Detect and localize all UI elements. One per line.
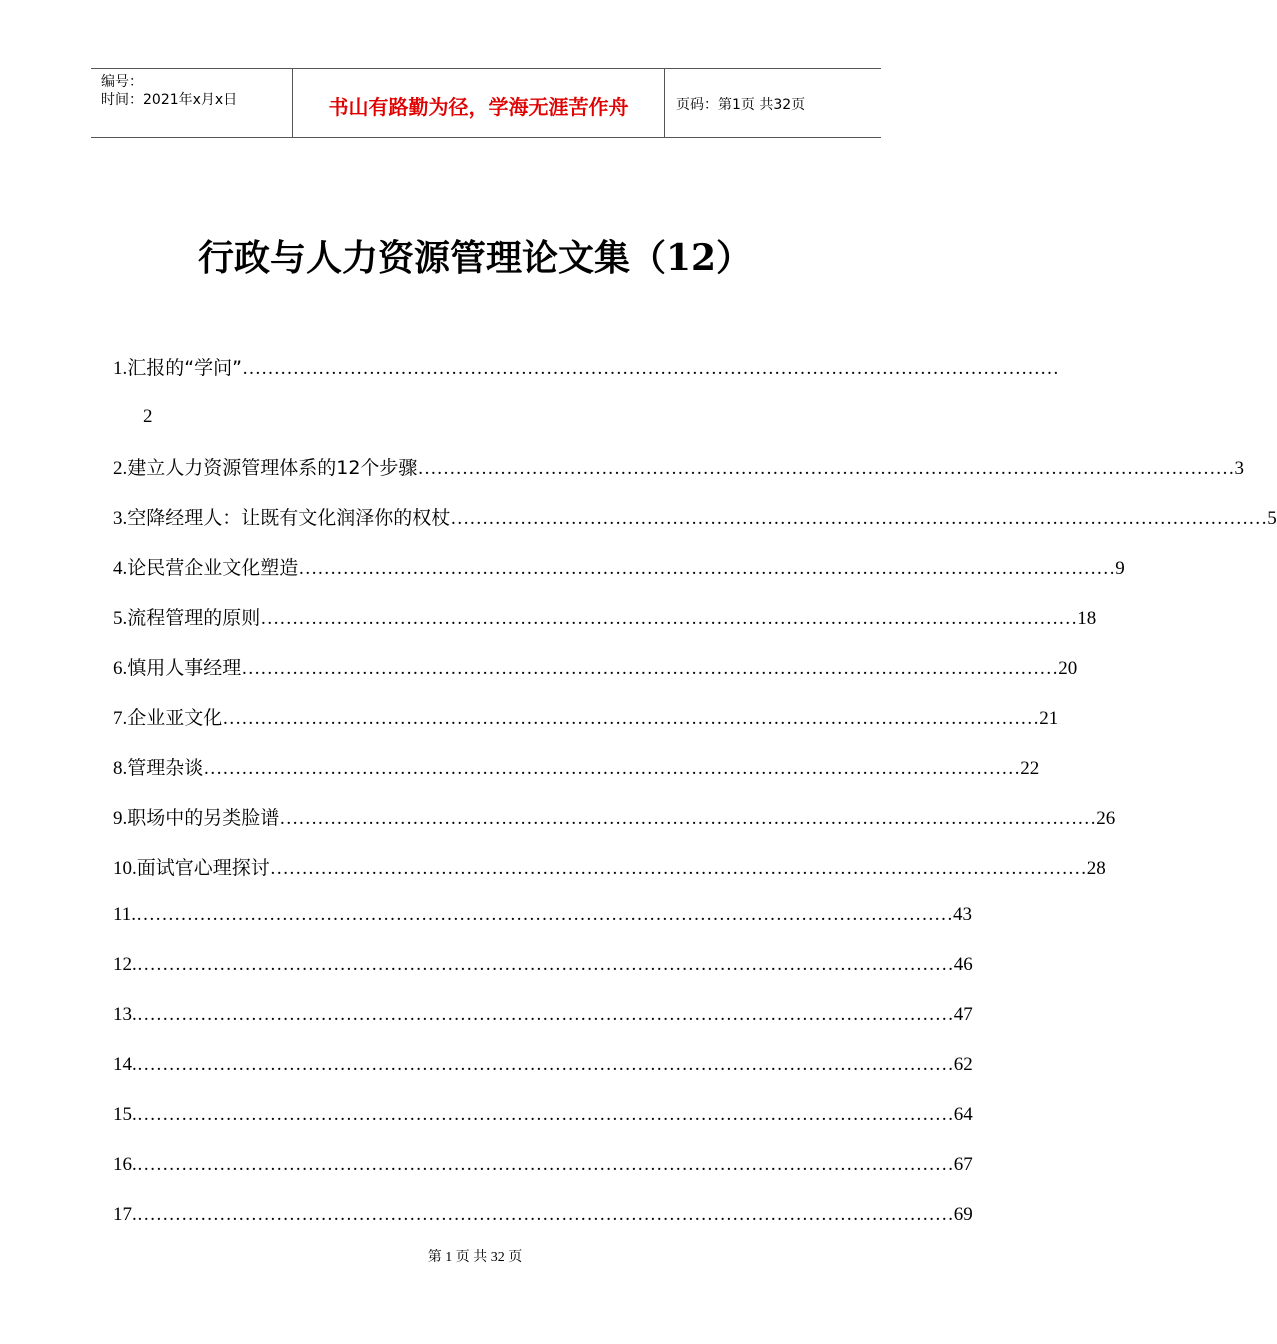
toc-entry[interactable] (113, 704, 1059, 732)
toc-entry-title: 企业亚文化 (127, 707, 223, 729)
toc-entry-number: 4. (113, 558, 128, 579)
toc-leader-dots: ………………………………………………………………………………………………………………… (260, 608, 1078, 629)
toc-leader-dots: ………………………………………………………………………………………………………………… (136, 954, 954, 975)
toc-entry-title: 论民营企业文化塑造 (127, 557, 299, 579)
toc-entry[interactable] (113, 1201, 973, 1229)
motto-text: 书山有路勤为径，学海无涯苦作舟 (328, 95, 629, 119)
toc-entry-page: 64 (953, 1104, 973, 1125)
toc-entry[interactable] (113, 951, 973, 979)
header-meta-cell (91, 69, 293, 137)
toc-entry[interactable] (113, 1101, 973, 1129)
number-label: 编号： (101, 74, 143, 90)
toc-entry-page: 47 (953, 1004, 973, 1025)
toc-leader-dots: ………………………………………………………………………………………………………………… (417, 458, 1235, 479)
toc-entry-title: 建立人力资源管理体系的12个步骤 (127, 457, 418, 479)
toc-leader-dots: ………………………………………………………………………………………………………………… (136, 1004, 954, 1025)
toc-entry-number: 3. (113, 508, 128, 529)
toc-entry-number: 8. (113, 758, 128, 779)
toc-entry[interactable] (113, 354, 1059, 382)
toc-entry-page: 69 (953, 1204, 973, 1225)
document-title: 行政与人力资源管理论文集（12） (197, 237, 753, 279)
toc-entry-page: 46 (953, 954, 973, 975)
toc-leader-dots: ………………………………………………………………………………………………………………… (136, 1104, 954, 1125)
toc-leader-dots: ………………………………………………………………………………………………………………… (279, 808, 1097, 829)
toc-entry-page: 22 (1020, 758, 1040, 779)
toc-entry-number: 17. (113, 1204, 137, 1225)
toc-entry-number: 15. (113, 1104, 137, 1125)
toc-entry-title: 汇报的“学问” (127, 357, 242, 379)
toc-leader-dots: ………………………………………………………………………………………………………………… (241, 358, 1059, 379)
toc-entry-page: 67 (953, 1154, 973, 1175)
toc-leader-dots: ………………………………………………………………………………………………………………… (222, 708, 1040, 729)
toc-leader-dots: ………………………………………………………………………………………………………………… (269, 858, 1087, 879)
toc-entry-number: 14. (113, 1054, 137, 1075)
toc-entry[interactable] (113, 1051, 973, 1079)
toc-entry[interactable] (113, 901, 973, 929)
toc-entry-page: 5 (1267, 508, 1277, 529)
toc-leader-dots: ………………………………………………………………………………………………………………… (203, 758, 1021, 779)
toc-entry-number: 9. (113, 808, 128, 829)
toc-entry-number: 1. (113, 358, 128, 379)
toc-entry-number: 5. (113, 608, 128, 629)
page-footer: 第 1 页 共 32 页 (427, 1250, 523, 1265)
toc-entry[interactable] (113, 604, 1097, 632)
toc-entry[interactable] (113, 1151, 973, 1179)
toc-entry[interactable] (113, 504, 1277, 532)
toc-entry[interactable] (113, 754, 1040, 782)
toc-entry-page: 28 (1086, 858, 1106, 879)
toc-entry-title: 流程管理的原则 (127, 607, 261, 629)
toc-leader-dots: ………………………………………………………………………………………………………………… (298, 558, 1116, 579)
toc-leader-dots: ………………………………………………………………………………………………………………… (136, 904, 954, 925)
toc-entry-page: 26 (1096, 808, 1116, 829)
toc-entry-number: 13. (113, 1004, 137, 1025)
toc-entry-page: 2 (143, 406, 153, 427)
toc-entry-page-line (143, 403, 153, 431)
toc-leader-dots: ………………………………………………………………………………………………………………… (450, 508, 1268, 529)
toc-entry[interactable] (113, 554, 1125, 582)
toc-leader-dots: ………………………………………………………………………………………………………………… (136, 1154, 954, 1175)
toc-entry-title: 职场中的另类脸谱 (127, 807, 280, 829)
toc-entry-page: 3 (1234, 458, 1244, 479)
toc-entry[interactable] (113, 654, 1078, 682)
toc-entry-number: 16. (113, 1154, 137, 1175)
toc-entry[interactable] (113, 854, 1106, 882)
toc-entry-title: 面试官心理探讨 (136, 857, 270, 879)
toc-entry-page: 43 (953, 904, 973, 925)
toc-entry-title: 管理杂谈 (127, 757, 204, 779)
toc-entry-page: 20 (1058, 658, 1078, 679)
toc-entry-number: 2. (113, 458, 128, 479)
time-label: 时间：2021年x月x日 (101, 92, 238, 108)
toc-entry[interactable] (113, 804, 1116, 832)
toc-entry[interactable] (113, 454, 1244, 482)
toc-entry-title: 慎用人事经理 (127, 657, 242, 679)
toc-leader-dots: ………………………………………………………………………………………………………………… (136, 1054, 954, 1075)
toc-leader-dots: ………………………………………………………………………………………………………………… (241, 658, 1059, 679)
toc-entry-page: 21 (1039, 708, 1059, 729)
toc-leader-dots: ………………………………………………………………………………………………………………… (136, 1204, 954, 1225)
toc-entry-page: 18 (1077, 608, 1097, 629)
toc-entry[interactable] (113, 1001, 973, 1029)
toc-entry-number: 6. (113, 658, 128, 679)
toc-entry-number: 7. (113, 708, 128, 729)
toc-entry-page: 9 (1115, 558, 1125, 579)
page-info: 页码：第1页 共32页 (676, 97, 806, 113)
header-page-cell (666, 69, 881, 137)
toc-entry-page: 62 (953, 1054, 973, 1075)
toc-entry-title: 空降经理人：让既有文化润泽你的权杖 (127, 507, 451, 529)
toc-entry-number: 11. (113, 904, 137, 925)
toc-entry-number: 10. (113, 858, 137, 879)
page-header (91, 68, 881, 138)
header-motto-cell (293, 69, 665, 137)
toc-entry-number: 12. (113, 954, 137, 975)
